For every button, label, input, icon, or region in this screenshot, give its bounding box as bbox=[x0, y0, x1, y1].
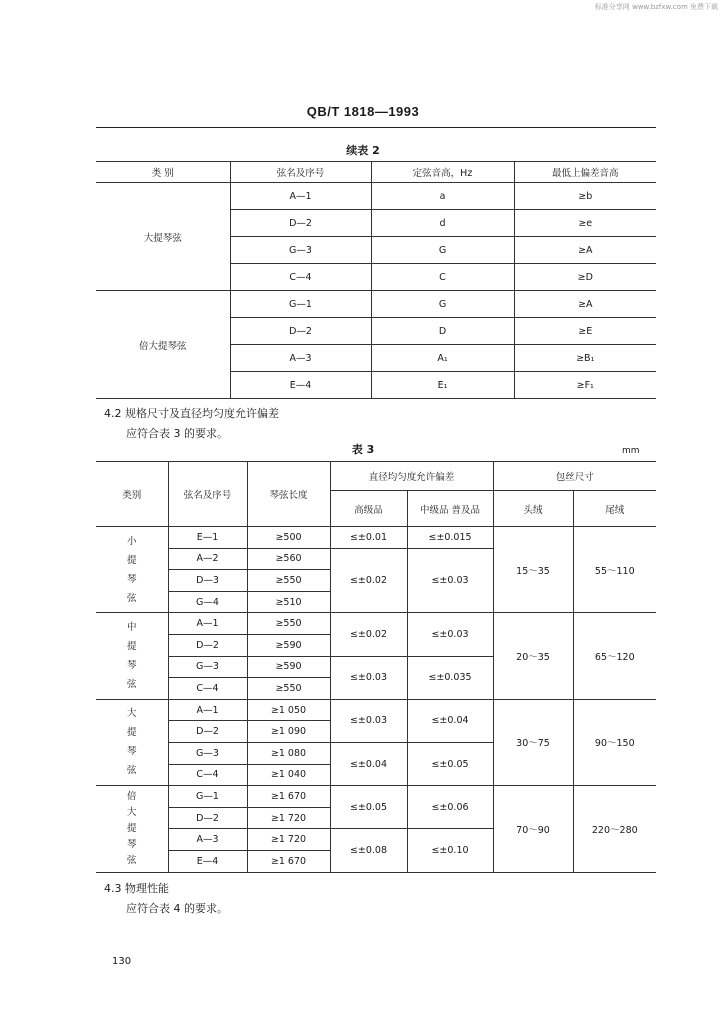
table-cell: ≥560 bbox=[247, 548, 330, 570]
table-cell: G—1 bbox=[168, 786, 247, 808]
category-char: 弦 bbox=[126, 592, 137, 604]
table-cell: a bbox=[371, 183, 514, 210]
table-cell: 220～280 bbox=[573, 786, 656, 872]
table2-caption: 续表 2 bbox=[346, 144, 380, 157]
table-cell: A—1 bbox=[230, 183, 371, 210]
table-cell: ≤±0.01 bbox=[330, 527, 407, 549]
table3-header-row bbox=[96, 462, 656, 491]
table-cell: A—3 bbox=[230, 345, 371, 372]
table-cell: ≥B₁ bbox=[514, 345, 656, 372]
table-cell: ≥550 bbox=[247, 613, 330, 635]
page-number: 130 bbox=[112, 956, 132, 967]
table3-header-cell: 弦名及序号 bbox=[168, 462, 247, 527]
header-rule bbox=[96, 127, 656, 128]
table-cell: ≤±0.03 bbox=[407, 613, 493, 656]
category-char: 倍 bbox=[126, 790, 137, 802]
page-header: QB/T 1818—1993 bbox=[306, 104, 420, 119]
category-char: 提 bbox=[126, 641, 137, 653]
table2-header-row bbox=[96, 162, 656, 183]
table-cell: ≥590 bbox=[247, 656, 330, 678]
table-cell: ≥1 050 bbox=[247, 699, 330, 721]
table-cell: D—3 bbox=[168, 570, 247, 592]
table-cell: D—2 bbox=[168, 807, 247, 829]
category-char: 琴 bbox=[126, 746, 137, 758]
category-char: 提 bbox=[126, 822, 137, 834]
table-cell: ≤±0.05 bbox=[330, 786, 407, 829]
table-cell: ≥1 720 bbox=[247, 829, 330, 851]
category-char: 弦 bbox=[126, 854, 137, 866]
table-cell: 65～120 bbox=[573, 613, 656, 699]
table-cell: ≥A bbox=[514, 237, 656, 264]
table3-header-cell: 中级品 普及品 bbox=[407, 491, 493, 527]
table3-header-cell: 高级品 bbox=[330, 491, 407, 527]
table-cell: D—2 bbox=[230, 210, 371, 237]
category-char: 小 bbox=[126, 535, 137, 547]
table-cell: 70～90 bbox=[493, 786, 573, 872]
section-4-2-text: 应符合表 3 的要求。 bbox=[126, 427, 228, 440]
table-cell: ≥550 bbox=[247, 570, 330, 592]
table2-header-cell: 最低上偏差音高 bbox=[514, 162, 656, 183]
table-row bbox=[96, 291, 656, 318]
table-cell: ≤±0.015 bbox=[407, 527, 493, 549]
table-cell: C—4 bbox=[168, 678, 247, 700]
table-row bbox=[96, 786, 656, 808]
table3-header-cell: 类别 bbox=[96, 462, 168, 527]
table2-header-cell: 类 别 bbox=[96, 162, 230, 183]
table3-header-cell: 头绒 bbox=[493, 491, 573, 527]
table-cell: ≤±0.03 bbox=[407, 548, 493, 613]
table3-header-cell: 直径均匀度允许偏差 bbox=[330, 462, 493, 491]
table-cell: D bbox=[371, 318, 514, 345]
table-cell: d bbox=[371, 210, 514, 237]
table-cell: ≥1 080 bbox=[247, 742, 330, 764]
category-char: 琴 bbox=[126, 660, 137, 672]
category-char: 琴 bbox=[126, 838, 137, 850]
category-char: 大 bbox=[126, 708, 137, 720]
table-cell: D—2 bbox=[230, 318, 371, 345]
table-cell: ≥A bbox=[514, 291, 656, 318]
table-cell: 20～35 bbox=[493, 613, 573, 699]
table-cell: E—1 bbox=[168, 527, 247, 549]
table-cell: ≤±0.02 bbox=[330, 613, 407, 656]
category-char: 中 bbox=[126, 622, 137, 634]
table-cell: G bbox=[371, 291, 514, 318]
category-cell bbox=[96, 699, 168, 785]
table-row bbox=[96, 699, 656, 721]
table-cell: ≥510 bbox=[247, 591, 330, 613]
table-cell: ≤±0.03 bbox=[330, 656, 407, 699]
table-cell: A₁ bbox=[371, 345, 514, 372]
table-cell: ≤±0.03 bbox=[330, 699, 407, 742]
table-cell: 15～35 bbox=[493, 527, 573, 613]
category-char: 提 bbox=[126, 554, 137, 566]
category-cell: 倍大提琴弦 bbox=[96, 291, 230, 399]
section-4-2-title: 4.2 规格尺寸及直径均匀度允许偏差 bbox=[104, 407, 279, 420]
category-cell: 大提琴弦 bbox=[96, 183, 230, 291]
table-cell: C—4 bbox=[168, 764, 247, 786]
table-cell: ≥590 bbox=[247, 634, 330, 656]
section-4-3-title: 4.3 物理性能 bbox=[104, 882, 169, 895]
table-row bbox=[96, 183, 656, 210]
table-cell: ≥550 bbox=[247, 678, 330, 700]
table-cell: ≥1 090 bbox=[247, 721, 330, 743]
category-char: 弦 bbox=[126, 679, 137, 691]
category-cell bbox=[96, 527, 168, 613]
table-cell: D—2 bbox=[168, 721, 247, 743]
table3-unit: mm bbox=[622, 446, 640, 456]
table2-header-cell: 弦名及序号 bbox=[230, 162, 371, 183]
table-cell: ≥1 040 bbox=[247, 764, 330, 786]
category-char: 提 bbox=[126, 727, 137, 739]
table-cell: D—2 bbox=[168, 634, 247, 656]
table-cell: 55～110 bbox=[573, 527, 656, 613]
table-cell: C bbox=[371, 264, 514, 291]
table-cell: G—4 bbox=[168, 591, 247, 613]
table-cell: ≥E bbox=[514, 318, 656, 345]
table3 bbox=[96, 461, 656, 873]
table-cell: 90～150 bbox=[573, 699, 656, 785]
table-cell: E₁ bbox=[371, 372, 514, 399]
table-cell: A—2 bbox=[168, 548, 247, 570]
category-cell bbox=[96, 786, 168, 872]
table3-header-cell: 尾绒 bbox=[573, 491, 656, 527]
table-cell: C—4 bbox=[230, 264, 371, 291]
category-char: 琴 bbox=[126, 573, 137, 585]
table-cell: ≤±0.10 bbox=[407, 829, 493, 872]
table-cell: E—4 bbox=[168, 850, 247, 872]
table-cell: ≥1 670 bbox=[247, 786, 330, 808]
table-cell: ≤±0.02 bbox=[330, 548, 407, 613]
table3-caption: 表 3 bbox=[351, 443, 375, 456]
table-cell: ≥1 720 bbox=[247, 807, 330, 829]
table3-header-cell: 琴弦长度 bbox=[247, 462, 330, 527]
watermark: 标准分享网 www.bzfxw.com 免费下载 bbox=[594, 3, 718, 11]
table-cell: ≤±0.04 bbox=[330, 742, 407, 785]
table3-header-cell: 包丝尺寸 bbox=[493, 462, 656, 491]
table-cell: 30～75 bbox=[493, 699, 573, 785]
table-cell: A—1 bbox=[168, 699, 247, 721]
table-cell: E—4 bbox=[230, 372, 371, 399]
table-row bbox=[96, 527, 656, 549]
category-char: 弦 bbox=[126, 765, 137, 777]
table2-header-cell: 定弦音高，Hz bbox=[371, 162, 514, 183]
section-4-3-text: 应符合表 4 的要求。 bbox=[126, 902, 228, 915]
table-cell: ≥500 bbox=[247, 527, 330, 549]
table-cell: ≥b bbox=[514, 183, 656, 210]
table-cell: ≥D bbox=[514, 264, 656, 291]
table-cell: G—3 bbox=[230, 237, 371, 264]
table-cell: ≥e bbox=[514, 210, 656, 237]
category-char: 大 bbox=[126, 806, 137, 818]
table-cell: ≤±0.035 bbox=[407, 656, 493, 699]
table-cell: ≥F₁ bbox=[514, 372, 656, 399]
table-cell: ≤±0.08 bbox=[330, 829, 407, 872]
table-cell: ≥1 670 bbox=[247, 850, 330, 872]
table-cell: G—3 bbox=[168, 656, 247, 678]
table2 bbox=[96, 161, 656, 399]
table-cell: G bbox=[371, 237, 514, 264]
category-cell bbox=[96, 613, 168, 699]
table-cell: G—1 bbox=[230, 291, 371, 318]
table-cell: ≤±0.04 bbox=[407, 699, 493, 742]
table-cell: ≤±0.05 bbox=[407, 742, 493, 785]
table-cell: G—3 bbox=[168, 742, 247, 764]
table-cell: A—1 bbox=[168, 613, 247, 635]
table-cell: ≤±0.06 bbox=[407, 786, 493, 829]
table-row bbox=[96, 613, 656, 635]
table-cell: A—3 bbox=[168, 829, 247, 851]
